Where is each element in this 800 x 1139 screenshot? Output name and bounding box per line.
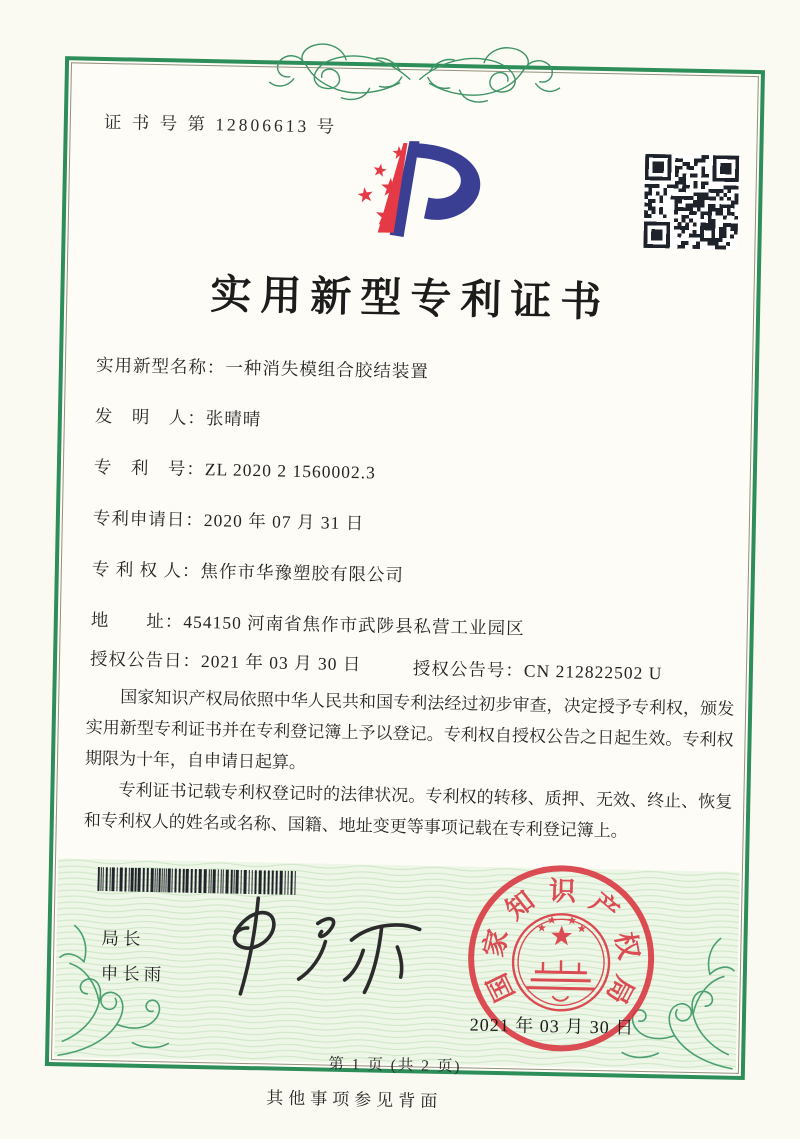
page-title: 实用新型专利证书 [209,271,611,326]
certificate-frame [45,56,765,1080]
qr-code [643,154,739,250]
signer-title: 局长 [101,928,145,949]
legal-paragraph-2: 专利证书记载专利权登记时的法律状况。专利权的转移、质押、无效、终止、恢复和专利权人的姓名或名称、国籍、地址变更等事项记载在专利登记簿上。 [83,780,733,841]
legal-text [84,681,735,849]
svg-text:权: 权 [609,929,645,962]
field-patent-number: 专 利 号：ZL 2020 2 1560002.3 [93,456,377,483]
certificate-number: 证 书 号 第 12806613 号 [103,111,338,137]
field-address: 地 址：454150 河南省焦作市武陟县私营工业园区 [90,609,525,639]
seal-date: 2021 年 03 月 30 日 [469,1014,635,1038]
field-utility-model-name: 实用新型名称：一种消失模组合胶结装置 [95,354,430,382]
signer-name: 申长雨 [100,963,166,985]
legal-paragraph-1: 国家知识产权局依照中华人民共和国专利法经过初步审查，决定授予专利权，颁发实用新型专利证书并在专利登记簿上予以登记。专利权自授权公告之日起生效。专利权期限为十年，自申请日起算。 [84,687,735,773]
page-number: 第 1 页 (共 2 页) [328,1055,462,1076]
cnipa-logo-icon [337,132,491,247]
svg-text:识: 识 [548,876,577,907]
field-inventor: 发 明 人：张晴晴 [94,405,262,430]
field-grant-number: 授权公告号：CN 212822502 U [412,658,663,684]
field-grant-date: 授权公告日：2021 年 03 月 30 日 [89,648,362,675]
top-scroll-ornament-icon [249,24,581,115]
back-side-note: 其他事项参见背面 [266,1088,443,1111]
svg-text:产: 产 [584,886,625,928]
barcode [97,867,297,895]
svg-text:国: 国 [481,968,521,1007]
svg-text:家: 家 [478,926,514,960]
svg-text:局: 局 [600,970,640,1009]
signature [212,891,434,1005]
svg-text:知: 知 [500,885,540,926]
field-patentee: 专 利 权 人：焦作市华豫塑胶有限公司 [91,558,405,586]
field-filing-date: 专利申请日：2020 年 07 月 31 日 [92,507,365,534]
